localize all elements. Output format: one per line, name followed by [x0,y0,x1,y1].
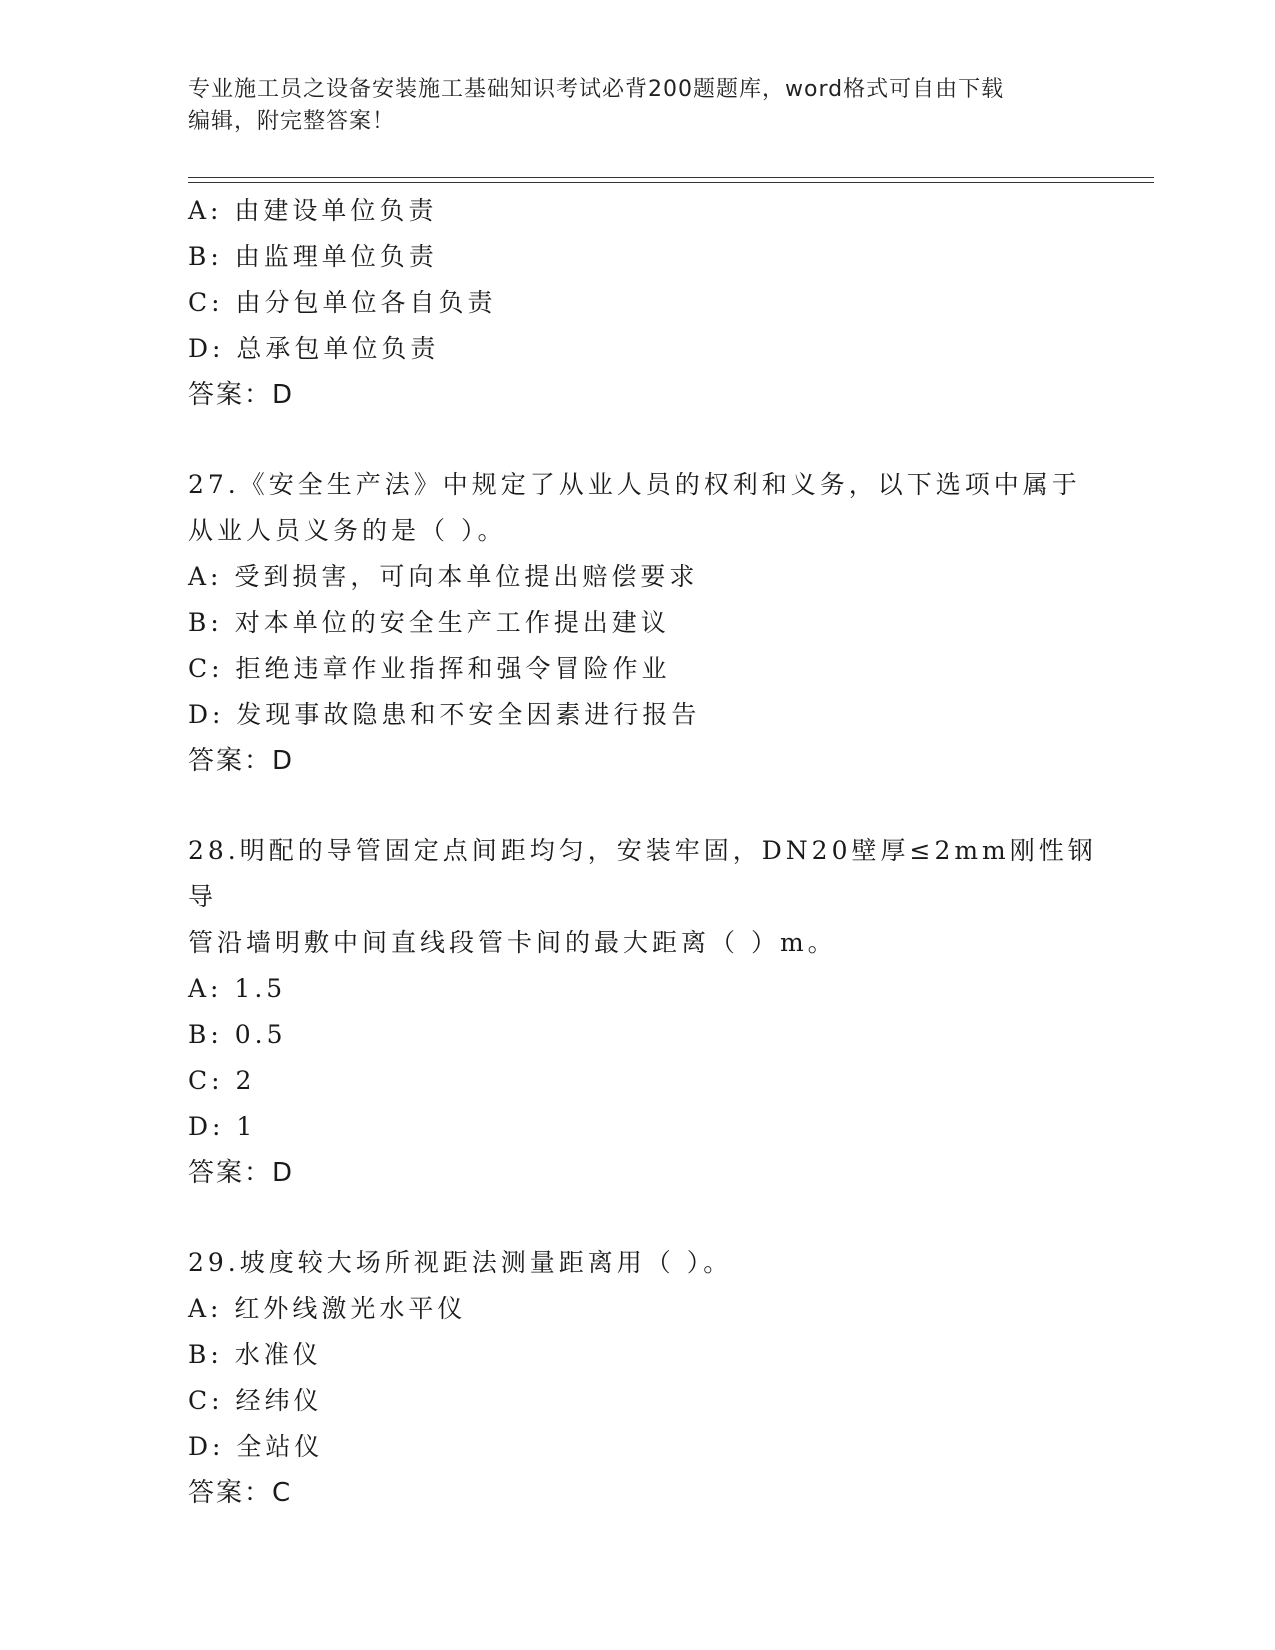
answer-line: 答案：D [188,380,295,410]
option-b: B: 0.5 [188,1020,287,1049]
option-b: B: 对本单位的安全生产工作提出建议 [188,608,670,637]
header-line-1: 专业施工员之设备安装施工基础知识考试必背200题题库，word格式可自由下载 [188,77,1005,102]
question-28 [188,828,1108,1196]
question-text-line: 从业人员义务的是（ ）。 [188,516,507,545]
option-d: D: 发现事故隐患和不安全因素进行报告 [188,700,701,729]
header-line-2: 编辑，附完整答案！ [188,109,396,134]
option-c: C: 经纬仪 [188,1386,323,1415]
question-text-line: 28.明配的导管固定点间距均匀，安装牢固，DN20壁厚≤2mm刚性钢导 [188,836,1097,911]
option-a: A: 受到损害，可向本单位提出赔偿要求 [188,562,699,591]
option-a: A: 由建设单位负责 [188,196,438,225]
question-27 [188,462,1108,784]
option-b: B: 由监理单位负责 [188,242,438,271]
option-d: D: 1 [188,1112,257,1141]
question-26-continued [188,188,1108,418]
option-b: B: 水准仪 [188,1340,322,1369]
option-d: D: 全站仪 [188,1432,324,1461]
question-list [188,188,1108,1516]
answer-line: 答案：C [188,1478,293,1508]
question-29 [188,1240,1108,1516]
answer-line: 答案：D [188,746,295,776]
header-divider-top [188,177,1154,178]
answer-line: 答案：D [188,1158,295,1188]
question-text-line: 管沿墙明敷中间直线段管卡间的最大距离（ ）m。 [188,928,837,957]
option-c: C: 2 [188,1066,256,1095]
option-d: D: 总承包单位负责 [188,334,440,363]
question-text-line: 29.坡度较大场所视距法测量距离用（ ）。 [188,1248,733,1277]
option-c: C: 拒绝违章作业指挥和强令冒险作业 [188,654,671,683]
document-header [188,74,1088,138]
option-c: C: 由分包单位各自负责 [188,288,497,317]
question-text-line: 27.《安全生产法》中规定了从业人员的权利和义务，以下选项中属于 [188,470,1081,499]
header-divider-bottom [188,182,1154,183]
option-a: A: 1.5 [188,974,287,1003]
option-a: A: 红外线激光水平仪 [188,1294,467,1323]
